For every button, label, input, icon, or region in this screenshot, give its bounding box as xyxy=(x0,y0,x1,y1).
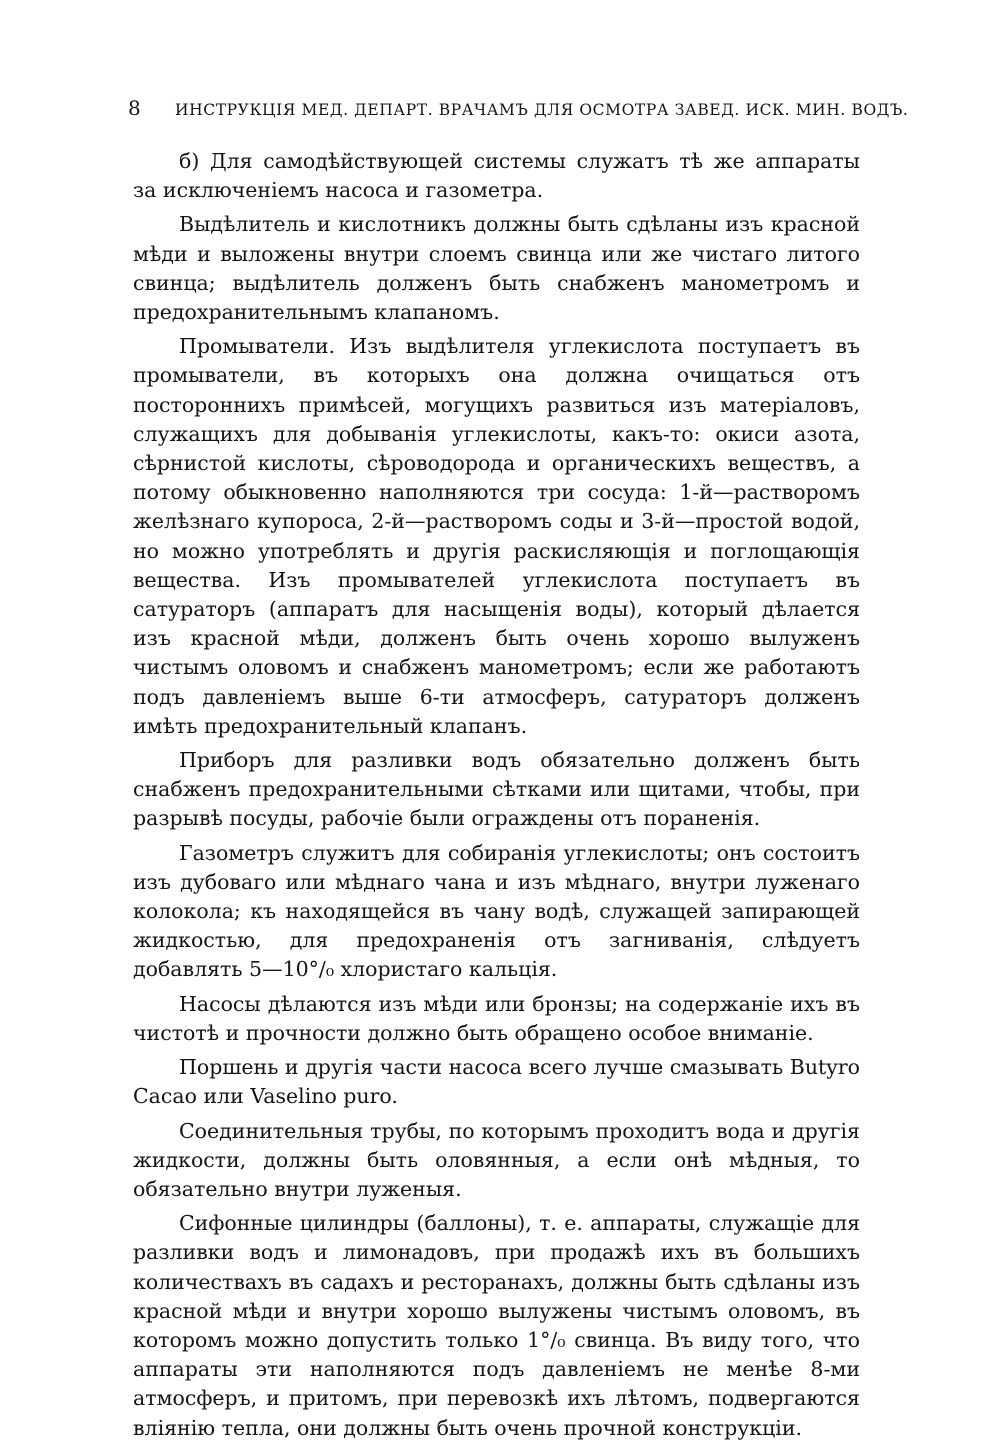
paragraph-self-acting-system: б) Для самодѣйствующей системы служатъ тѣ же аппараты за исключеніемъ насоса и газометра. xyxy=(133,149,860,203)
paragraph-separator-and-acid-vessel: Выдѣлитель и кислотникъ должны быть сдѣланы изъ красной мѣди и выложены внутри слоемъ свинца или же чистаго литого свинца; выдѣлитель долженъ быть снабженъ манометромъ и предохранительнымъ клапаномъ. xyxy=(133,212,860,325)
running-title: ИНСТРУКЦІЯ МЕД. ДЕПАРТ. ВРАЧАМЪ ДЛЯ ОСМОТРА ЗАВЕД. ИСК. МИН. ВОДЪ. xyxy=(175,101,909,119)
paragraph-siphon-cylinders: Сифонные цилиндры (баллоны), т. е. аппараты, служащіе для разливки водъ и лимонадовъ, при продажѣ ихъ въ большихъ количествахъ въ садахъ и ресторанахъ, должны быть сдѣланы изъ красной мѣди и внутри хорошо вылужены чистымъ оловомъ, въ которомъ можно допустить только 1°/₀ свинца. Въ виду того, что аппараты эти наполняются подъ давленіемъ не менѣе 8-ми атмосферъ, и притомъ, при перевозкѣ ихъ лѣтомъ, подвергаются вліянію тепла, они должны быть очень прочной конструкціи. xyxy=(133,1211,860,1440)
page-number: 8 xyxy=(128,96,142,120)
paragraph-washers: Промыватели. Изъ выдѣлителя углекислота поступаетъ въ промыватели, въ которыхъ она должна очищаться отъ постороннихъ примѣсей, могущихъ развиться изъ матеріаловъ, служащихъ для добыванія углекислоты, какъ-то: окиси азота, сѣрнистой кислоты, сѣроводорода и органическихъ веществъ, а потому обыкновенно наполняются три сосуда: 1-й—растворомъ желѣзнаго купороса, 2-й—растворомъ соды и 3-й—простой водой, но можно употреблять и другія раскисляющія и поглощающія вещества. Изъ промывателей углекислота поступаетъ въ сатураторъ (аппаратъ для насыщенія воды), который дѣлается изъ красной мѣди, долженъ быть очень хорошо вылуженъ чистымъ оловомъ и снабженъ манометромъ; если же работаютъ подъ давленіемъ выше 6-ти атмосферъ, сатураторъ долженъ имѣть предохранительный клапанъ. xyxy=(133,334,860,738)
paragraph-piston-lubrication: Поршень и другія части насоса всего лучше смазывать Butyro Cacao или Vaselino puro. xyxy=(133,1055,860,1109)
body-text xyxy=(133,147,860,1448)
paragraph-pumps: Насосы дѣлаются изъ мѣди или бронзы; на содержаніе ихъ въ чистотѣ и прочности должно быть обращено особое вниманіе. xyxy=(133,991,860,1045)
paragraph-gasometer: Газометръ служитъ для собиранія углекислоты; онъ состоитъ изъ дубоваго или мѣднаго чана и изъ мѣднаго, внутри луженаго колокола; къ находящейся въ чану водѣ, служащей запирающей жидкостью, для предохраненія отъ загниванія, слѣдуетъ добавлять 5—10°/₀ хлористаго кальція. xyxy=(133,840,860,982)
paragraph-bottling-device: Приборъ для разливки водъ обязательно долженъ быть снабженъ предохранительными сѣтками или щитами, чтобы, при разрывѣ посуды, рабочіе были ограждены отъ пораненія. xyxy=(133,748,860,831)
paragraph-connecting-pipes: Соединительныя трубы, по которымъ проходитъ вода и другія жидкости, должны быть оловянныя, а если онѣ мѣдныя, то обязательно внутри луженыя. xyxy=(133,1118,860,1201)
page-header xyxy=(128,96,909,126)
